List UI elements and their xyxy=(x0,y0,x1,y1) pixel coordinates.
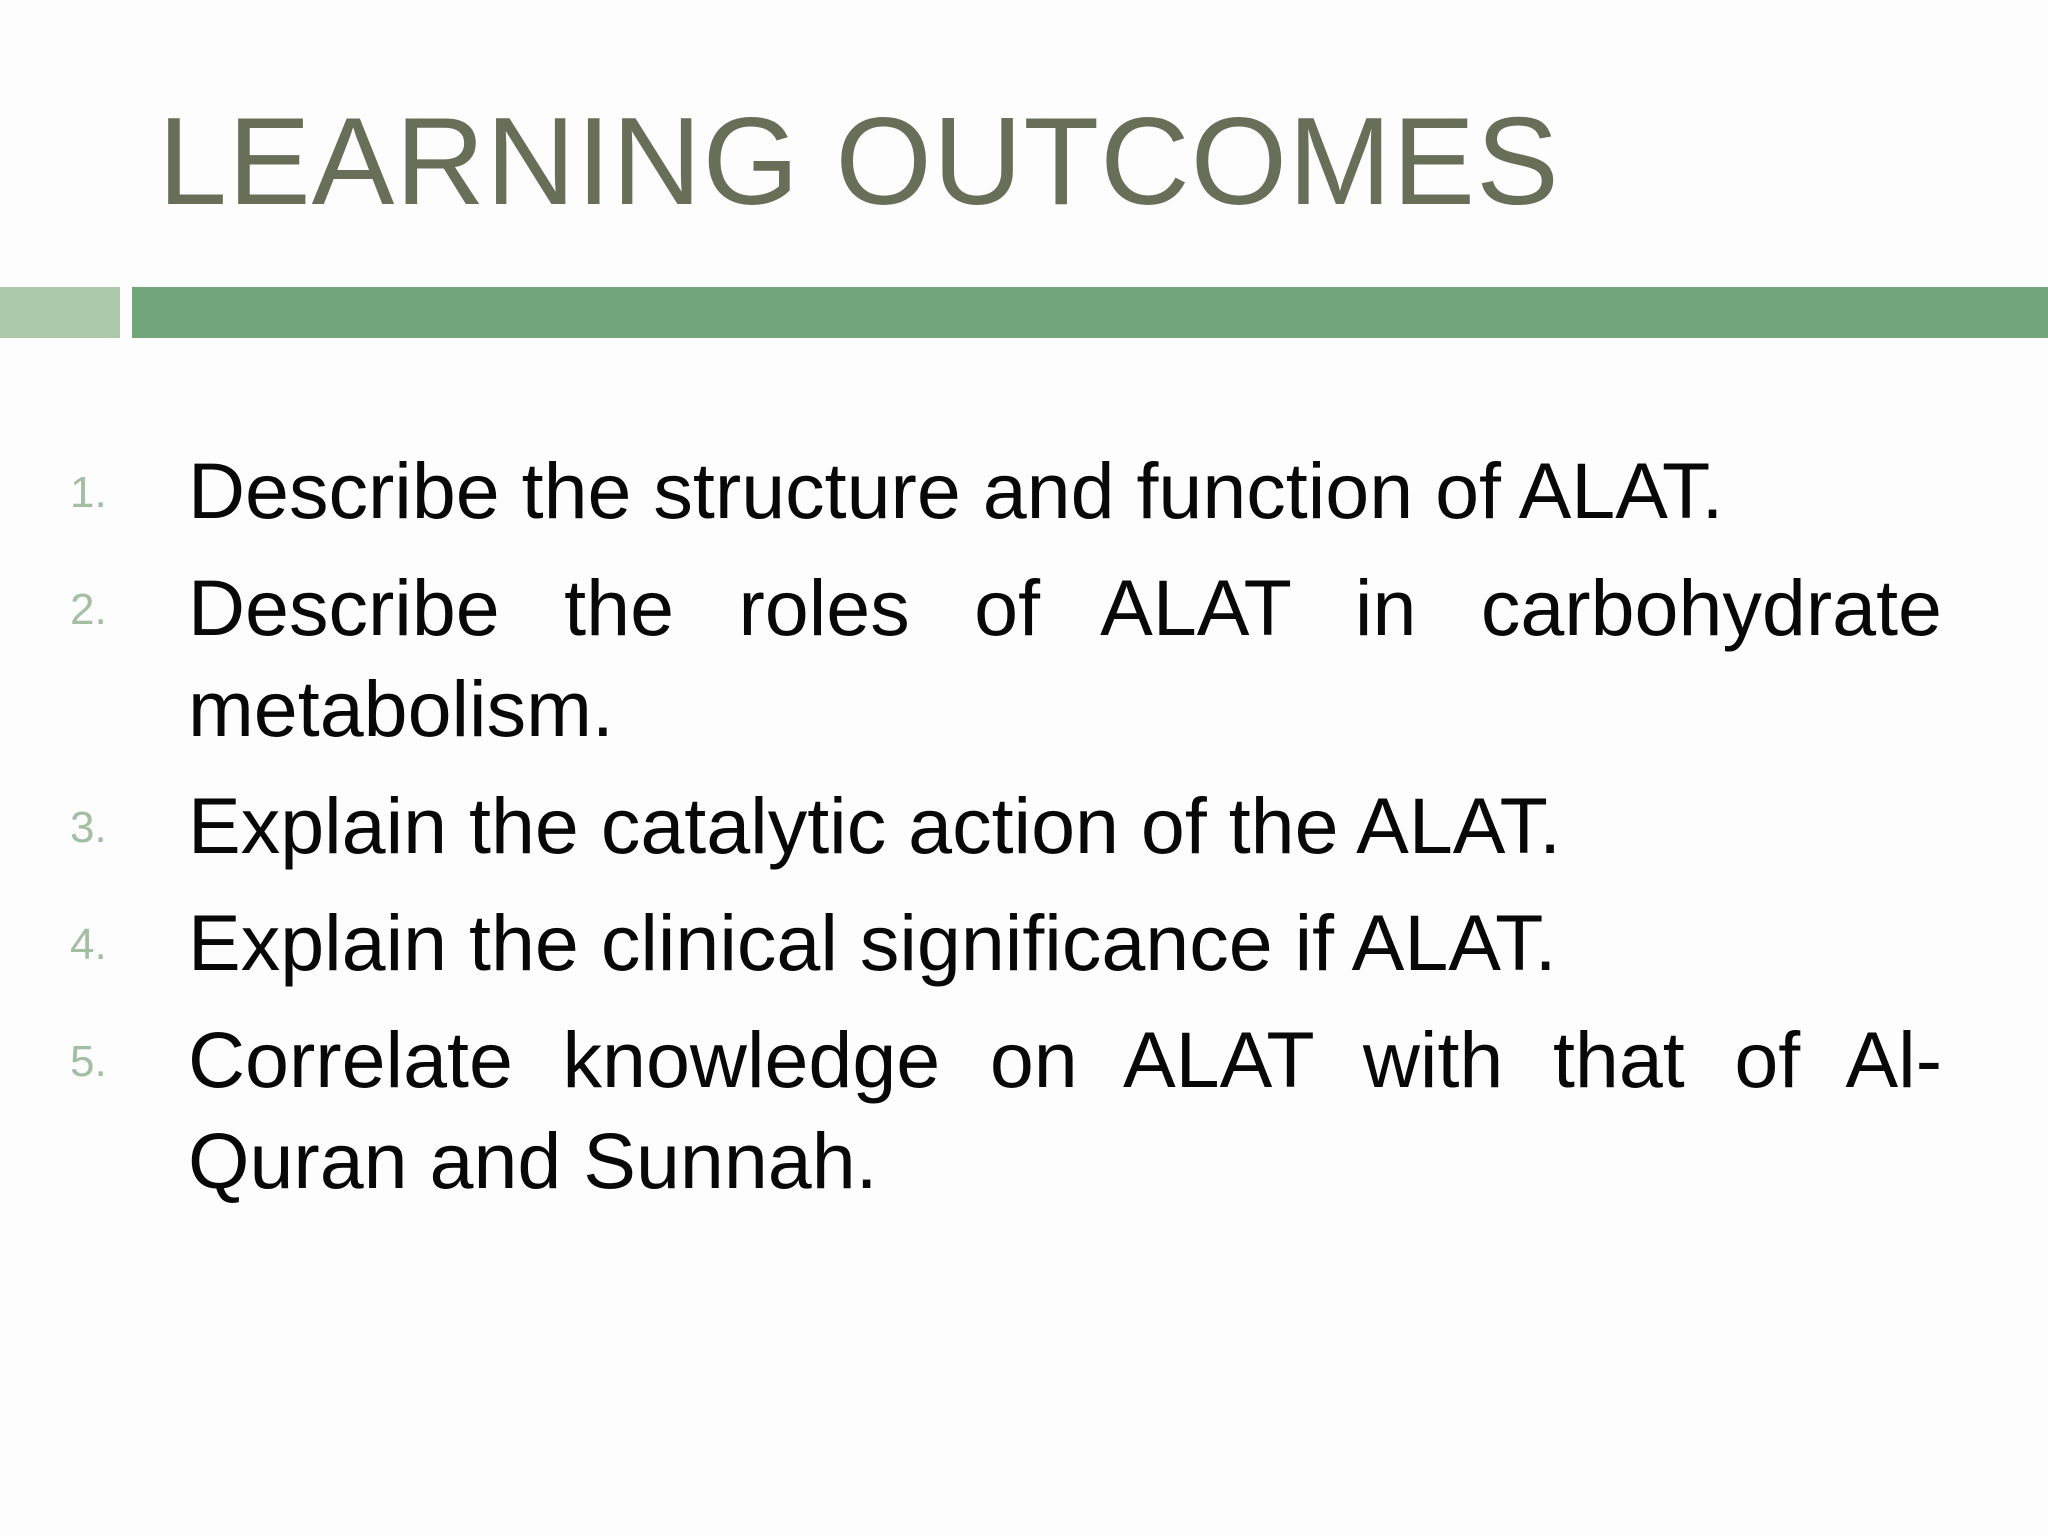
title-accent-bar-left xyxy=(0,287,120,338)
list-item-text: Describe the roles of ALAT in carbohydrate metabolism. xyxy=(188,563,1942,753)
list-item-number: 1. xyxy=(70,468,107,517)
list-item-text: Correlate knowledge on ALAT with that of Al-Quran and Sunnah. xyxy=(188,1015,1942,1205)
title-accent-bar xyxy=(132,287,2048,338)
list-item xyxy=(0,775,2048,876)
list-item-number: 4. xyxy=(70,920,107,969)
list-item xyxy=(0,1009,2048,1211)
list-item xyxy=(0,440,2048,541)
learning-outcomes-list xyxy=(0,440,2048,1227)
list-item-number: 3. xyxy=(70,803,107,852)
list-item-text: Describe the structure and function of ALAT. xyxy=(188,446,1724,535)
list-item-number: 2. xyxy=(70,585,107,634)
list-item-text: Explain the clinical significance if ALAT. xyxy=(188,898,1557,987)
list-item xyxy=(0,557,2048,759)
list-item-number: 5. xyxy=(70,1037,107,1086)
list-item xyxy=(0,892,2048,993)
slide-title: LEARNING OUTCOMES xyxy=(158,93,1560,231)
list-item-text: Explain the catalytic action of the ALAT. xyxy=(188,781,1562,870)
